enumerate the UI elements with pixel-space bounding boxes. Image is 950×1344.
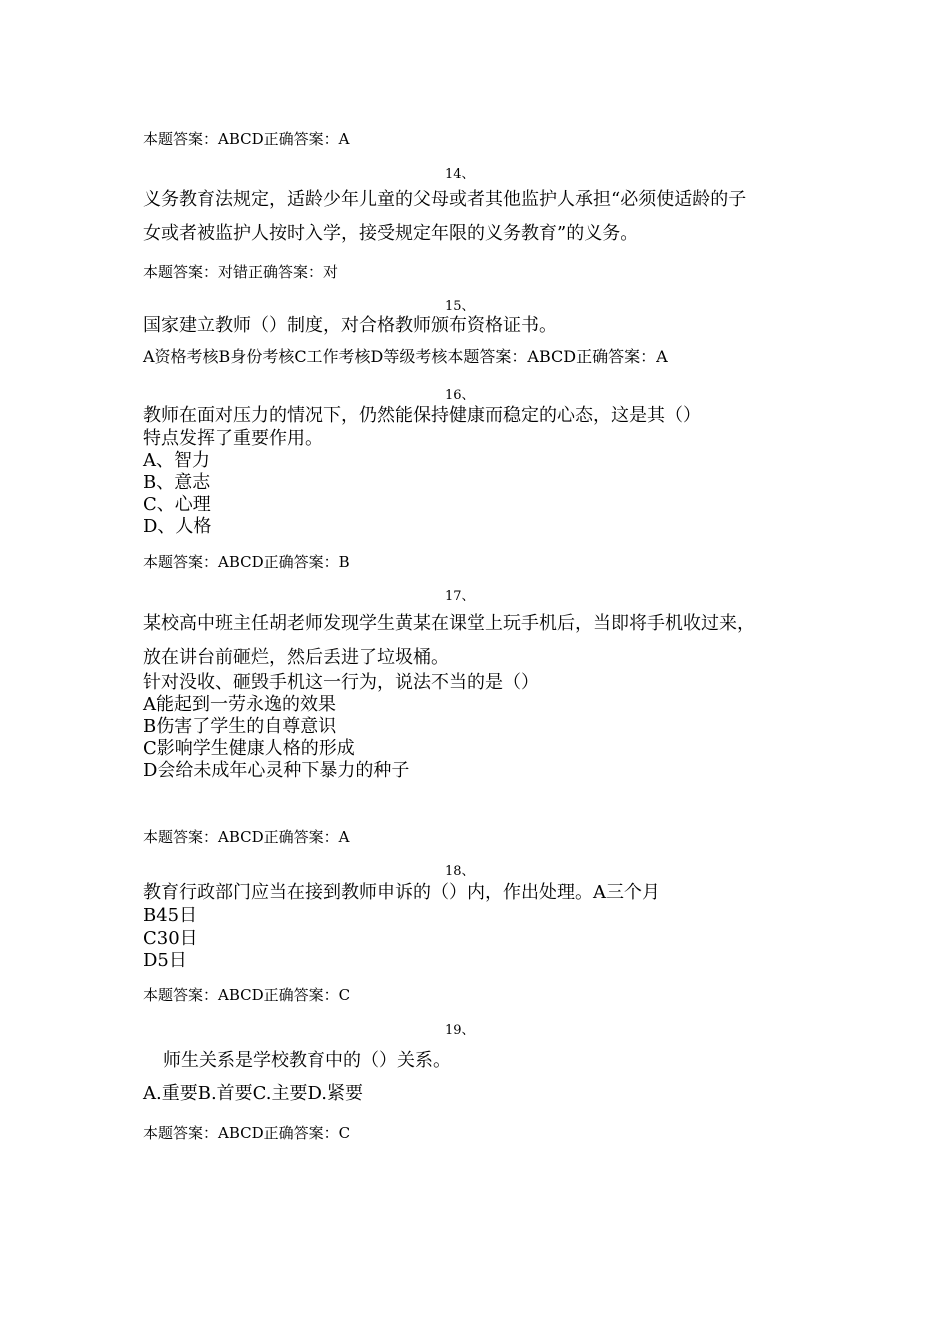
question-18-option-c: C30日 <box>143 928 198 949</box>
answer-line-16: 本题答案：ABCD正确答案：B <box>143 553 350 571</box>
answer-line-17: 本题答案：ABCD正确答案：A <box>143 828 350 846</box>
question-number-14: 14、 <box>445 167 475 182</box>
question-15-text-1: 国家建立教师（）制度，对合格教师颁布资格证书。 <box>143 315 557 336</box>
question-16-option-b: B、意志 <box>143 472 211 493</box>
question-14-text-1: 义务教育法规定，适龄少年儿童的父母或者其他监护人承担“必须使适龄的子 <box>143 189 747 210</box>
question-16-option-c: C、心理 <box>143 494 211 515</box>
question-16-text-1: 教师在面对压力的情况下，仍然能保持健康而稳定的心态，这是其（） <box>143 405 701 426</box>
question-16-text-2: 特点发挥了重要作用。 <box>143 428 323 449</box>
question-17-text-3: 针对没收、砸毁手机这一行为，说法不当的是（） <box>143 672 539 693</box>
question-17-option-a: A能起到一劳永逸的效果 <box>143 694 336 715</box>
question-19-options: A.重要B.首要C.主要D.紧要 <box>143 1083 364 1104</box>
question-17-option-b: B伤害了学生的自尊意识 <box>143 716 337 737</box>
question-17-text-2: 放在讲台前砸烂，然后丢进了垃圾桶。 <box>143 647 449 668</box>
question-number-15: 15、 <box>445 299 475 314</box>
question-17-option-d: D会给未成年心灵种下暴力的种子 <box>143 760 410 781</box>
question-19-text-1: 师生关系是学校教育中的（）关系。 <box>163 1050 451 1071</box>
question-18-option-d: D5日 <box>143 950 187 971</box>
question-16-option-d: D、人格 <box>143 516 212 537</box>
question-14-text-2: 女或者被监护人按时入学，接受规定年限的义务教育”的义务。 <box>143 223 639 244</box>
question-number-17: 17、 <box>445 589 475 604</box>
question-number-18: 18、 <box>445 864 475 879</box>
answer-line-13: 本题答案：ABCD正确答案：A <box>143 130 350 148</box>
question-number-19: 19、 <box>445 1023 475 1038</box>
question-17-option-c: C影响学生健康人格的形成 <box>143 738 355 759</box>
question-18-option-b: B45日 <box>143 905 198 926</box>
question-16-option-a: A、智力 <box>143 450 210 471</box>
question-number-16: 16、 <box>445 388 475 403</box>
question-15-options: A资格考核B身份考核C工作考核D等级考核本题答案：ABCD正确答案：A <box>143 347 668 366</box>
question-17-text-1: 某校高中班主任胡老师发现学生黄某在课堂上玩手机后，当即将手机收过来， <box>143 613 755 634</box>
answer-line-19: 本题答案：ABCD正确答案：C <box>143 1124 351 1142</box>
answer-line-18: 本题答案：ABCD正确答案：C <box>143 986 351 1004</box>
question-18-text-1: 教育行政部门应当在接到教师申诉的（）内，作出处理。A三个月 <box>143 882 660 903</box>
answer-line-14: 本题答案：对错正确答案：对 <box>143 263 339 281</box>
